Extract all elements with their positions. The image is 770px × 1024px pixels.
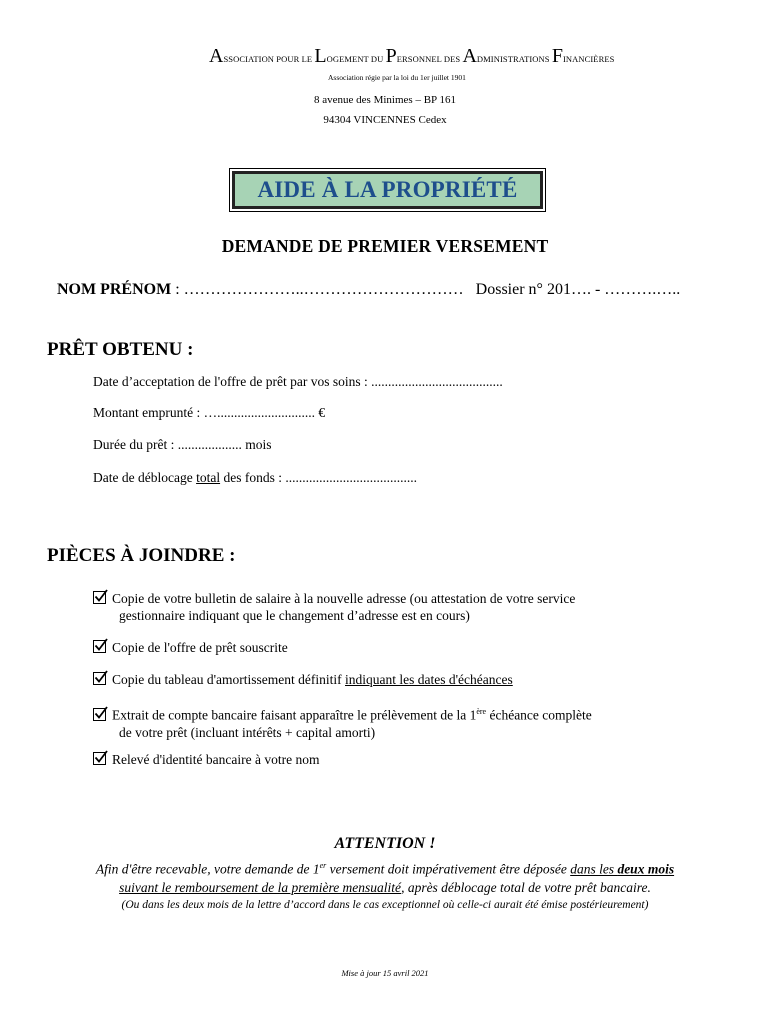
acceptance-date-field[interactable]: Date d’acceptation de l'offre de prêt par vos soins : ....................................... [93, 374, 503, 389]
item-text: Copie de l'offre de prêt souscrite [112, 640, 288, 655]
name-label: NOM PRÉNOM [57, 281, 172, 298]
item-text-underlined: indiquant les dates d'échéances [345, 672, 513, 687]
checkbox-checked-icon[interactable] [93, 672, 106, 685]
item-text-suffix: échéance complète [486, 707, 592, 723]
list-item [93, 639, 288, 656]
attention-superscript: er [319, 861, 327, 870]
item-text: Relevé d'identité bancaire à votre nom [112, 752, 320, 767]
list-item [93, 671, 513, 688]
org-word: DMINISTRATIONS [476, 54, 552, 64]
name-spacer [464, 281, 476, 298]
item-text: Extrait de compte bancaire faisant apparaître le prélèvement de la 1 [112, 707, 477, 723]
checkbox-checked-icon[interactable] [93, 708, 106, 721]
org-word: SSOCIATION POUR LE [223, 54, 315, 64]
item-text: Copie du tableau d'amortissement définitif [112, 672, 346, 687]
organization-name [209, 45, 614, 68]
amount-field[interactable]: Montant emprunté : …............................. € [93, 405, 326, 420]
page-subtitle: DEMANDE DE PREMIER VERSEMENT [221, 236, 549, 256]
release-date-field[interactable] [93, 470, 417, 486]
footer-update-date: Mise à jour 15 avril 2021 [341, 968, 429, 978]
attention-note: (Ou dans les deux mois de la lettre d’accord dans le cas exceptionnel où celle-ci aurait été émise postérieurement) [121, 899, 649, 911]
title-box [229, 168, 546, 212]
dossier-field[interactable]: Dossier n° 201…. - ……….….. [475, 281, 681, 298]
org-initial: L [314, 45, 327, 67]
section-heading-pret: PRÊT OBTENU : [47, 339, 194, 360]
org-word: INANCIÈRES [562, 54, 615, 64]
name-separator: : [171, 281, 184, 298]
duration-field[interactable]: Durée du prêt : ................... mois [93, 437, 272, 452]
checkbox-checked-icon[interactable] [93, 591, 106, 604]
attention-bold: deux mois [617, 861, 675, 877]
org-initial: A [209, 45, 224, 67]
attention-underlined: suivant le remboursement de la première mensualité [119, 879, 402, 895]
address-line-1: 8 avenue des Minimes – BP 161 [314, 94, 456, 106]
item-superscript: ère [476, 707, 487, 716]
checkbox-checked-icon[interactable] [93, 752, 106, 765]
org-initial: P [385, 45, 397, 67]
item-text-continued: de votre prêt (incluant intérêts + capital amorti) [119, 724, 376, 740]
name-line [57, 281, 680, 299]
org-initial: F [551, 45, 563, 67]
section-heading-pieces: PIÈCES À JOINDRE : [47, 545, 236, 566]
list-item [93, 703, 592, 741]
checkbox-checked-icon[interactable] [93, 640, 106, 653]
org-initial: A [462, 45, 477, 67]
item-text: Copie de votre bulletin de salaire à la nouvelle adresse (ou attestation de votre service [112, 591, 576, 606]
attention-text-part: , après déblocage total de votre prêt bancaire. [401, 879, 651, 895]
release-date-suffix: des fonds : ....................................... [220, 470, 417, 485]
attention-text [40, 857, 730, 897]
release-date-underlined: total [196, 470, 221, 485]
association-note: Association régie par la loi du 1er juillet 1901 [328, 73, 466, 82]
attention-title: ATTENTION ! [334, 835, 436, 852]
release-date-prefix: Date de déblocage [93, 470, 197, 485]
attention-text-part: Afin d'être recevable, votre demande de 1 [95, 861, 320, 877]
attention-text-part: versement doit impérativement être déposée [326, 861, 571, 877]
org-word: ERSONNEL DES [396, 54, 463, 64]
address-line-2: 94304 VINCENNES Cedex [323, 114, 447, 126]
org-word: OGEMENT DU [326, 54, 386, 64]
list-item [93, 751, 319, 768]
name-field[interactable]: …………………..………………………… [183, 281, 464, 298]
page-title: AIDE À LA PROPRIÉTÉ [232, 171, 543, 209]
attention-underlined: dans les [570, 861, 618, 877]
list-item [93, 590, 575, 624]
item-text-continued: gestionnaire indiquant que le changement d’adresse est en cours) [119, 608, 470, 623]
